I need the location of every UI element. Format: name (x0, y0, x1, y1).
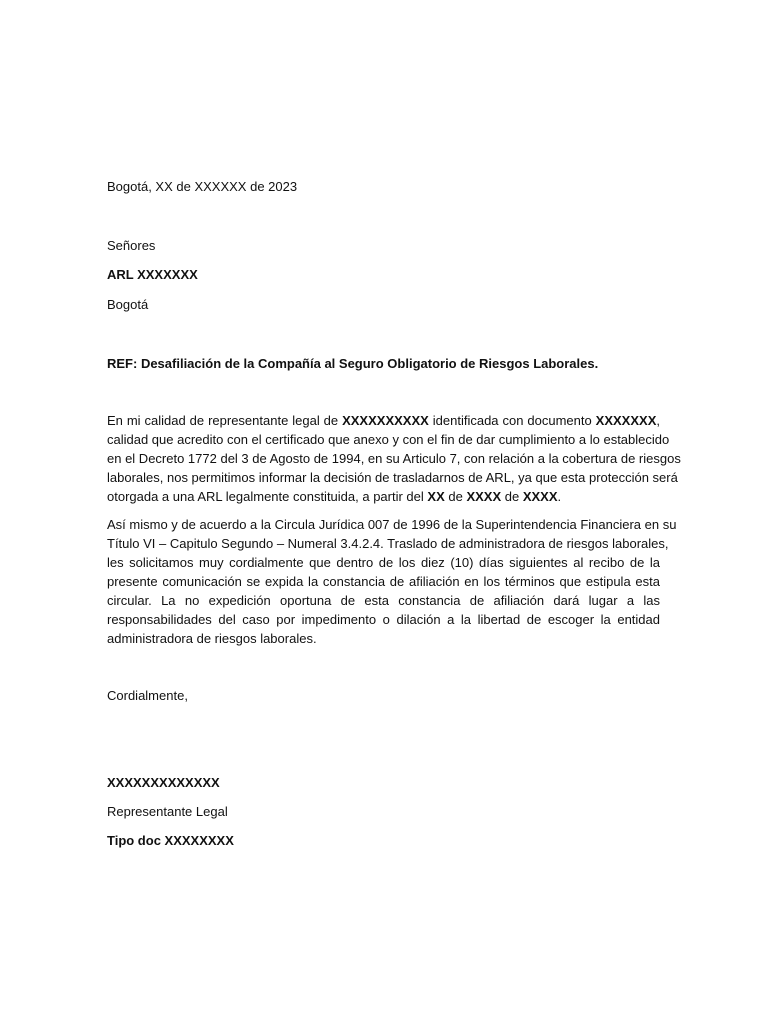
date-line: Bogotá, XX de XXXXXX de 2023 (107, 179, 298, 194)
company-placeholder: XXXXXXXXXX (342, 413, 429, 428)
year-placeholder: XXXX (522, 489, 558, 504)
paragraph-2-line: administradora de riesgos laborales. (107, 631, 317, 646)
paragraph-2-line: presente comunicación se expida la constancia de afiliación en los términos que estipula esta (107, 574, 660, 589)
closing: Cordialmente, (107, 688, 188, 703)
signer-document: Tipo doc XXXXXXXX (107, 833, 234, 848)
recipient-city: Bogotá (107, 297, 149, 312)
paragraph-2-line: Así mismo y de acuerdo a la Circula Jurídica 007 de 1996 de la Superintendencia Financiera en su (107, 517, 677, 532)
text-run: En mi calidad de representante legal de (107, 413, 343, 428)
signer-role: Representante Legal (107, 804, 228, 819)
reference-line: REF: Desafiliación de la Compañía al Seguro Obligatorio de Riesgos Laborales. (107, 356, 599, 371)
text-run: . (557, 489, 562, 504)
paragraph-1-line: en el Decreto 1772 del 3 de Agosto de 1994, en su Articulo 7, con relación a la cobertura de riesgos (107, 451, 681, 466)
paragraph-2-line: circular. La no expedición oportuna de esta constancia de afiliación dará lugar a las (107, 593, 660, 608)
day-placeholder: XX (427, 489, 445, 504)
text-run: , (656, 413, 660, 428)
month-placeholder: XXXX (466, 489, 502, 504)
paragraph-1 (107, 411, 681, 506)
text-run: identificada con documento (428, 413, 596, 428)
paragraph-2-line: les solicitamos muy cordialmente que dentro de los diez (10) días siguientes al recibo de la (107, 555, 660, 570)
salutation: Señores (107, 238, 156, 253)
paragraph-1-line: laborales, nos permitimos informar la decisión de trasladarnos de ARL, ya que esta protección será (107, 470, 678, 485)
signer-name: XXXXXXXXXXXXX (107, 775, 220, 790)
paragraph-1-line (107, 487, 660, 506)
recipient: ARL XXXXXXX (107, 267, 198, 282)
document-placeholder: XXXXXXX (595, 413, 657, 428)
paragraph-1-line: calidad que acredito con el certificado que anexo y con el fin de dar cumplimiento a lo establecido (107, 432, 670, 447)
paragraph-2-line: responsabilidades del caso por impedimento o dilación a la libertad de escoger la entidad (107, 612, 660, 627)
paragraph-2-line: Título VI – Capitulo Segundo – Numeral 3.4.2.4. Traslado de administradora de riesgos laborales, (107, 536, 669, 551)
text-run: de (501, 489, 523, 504)
paragraph-2 (107, 515, 677, 648)
text-run: otorgada a una ARL legalmente constituida, a partir del (107, 489, 428, 504)
text-run: de (444, 489, 467, 504)
paragraph-1-line (107, 411, 660, 430)
